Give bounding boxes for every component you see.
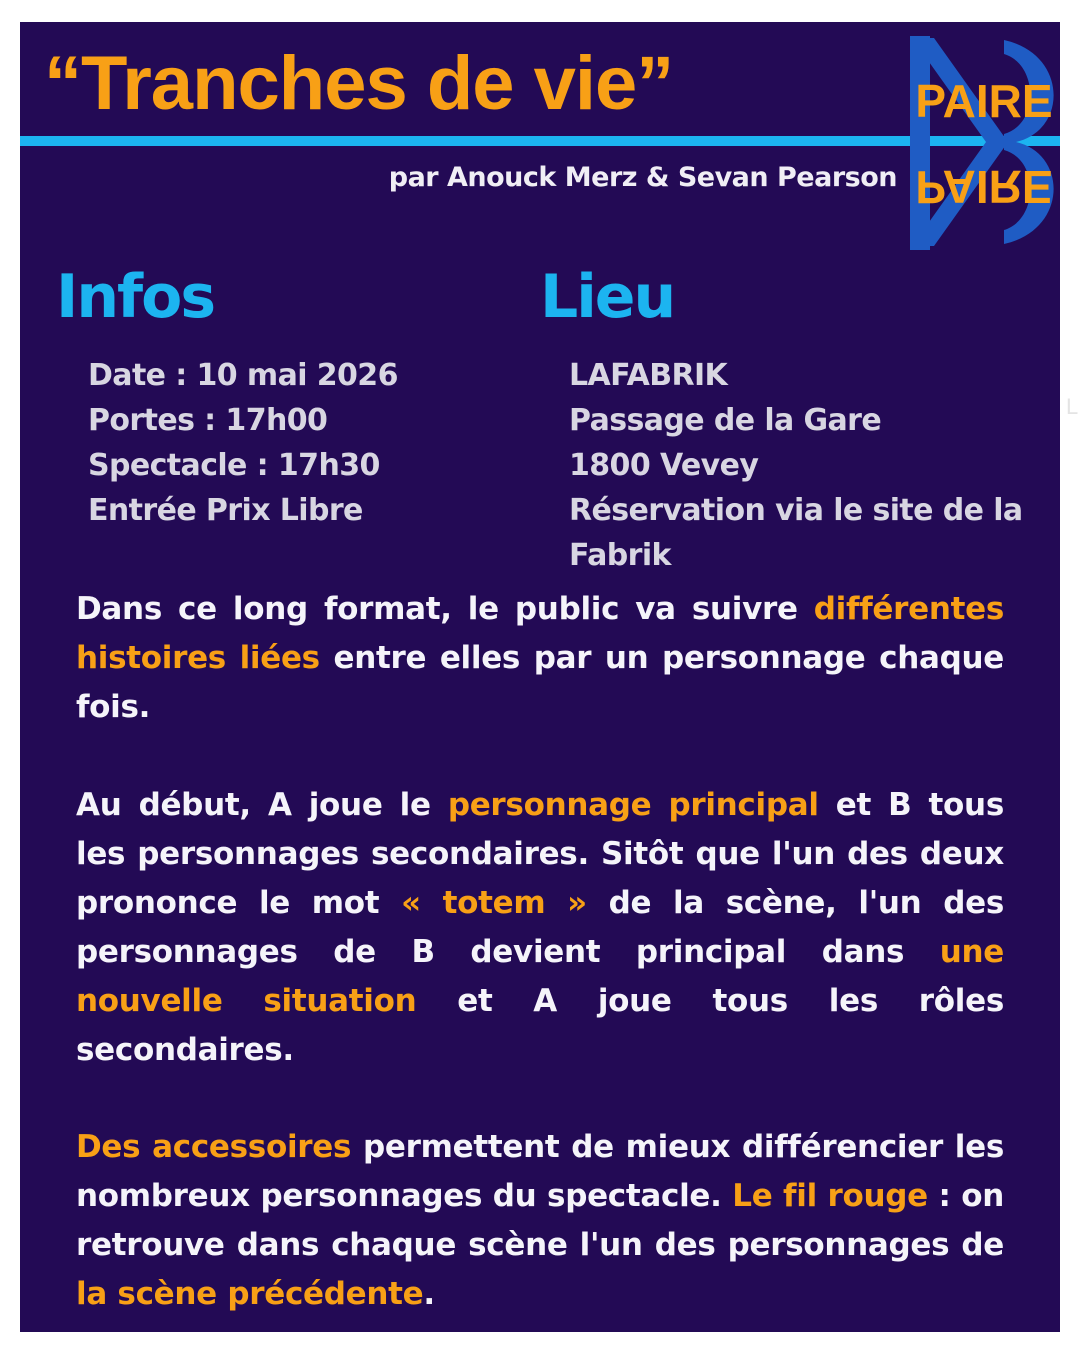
p2-text-end: et A joue tous les rôles secondaires.	[76, 983, 1004, 1068]
p3-text-mid-1: permettent de mieux différencier les nombreux personnages du spectacle.	[76, 1129, 1004, 1214]
event-poster	[20, 22, 1060, 1332]
logo-text-top: PAIRE	[915, 75, 1053, 127]
lieu-venue: LAFABRIK	[569, 358, 728, 393]
description-paragraph-2	[76, 781, 1004, 1075]
lieu-street: Passage de la Gare	[569, 403, 882, 438]
show-title: “Tranches de vie”	[44, 41, 674, 126]
info-date: Date : 10 mai 2026	[88, 358, 398, 393]
lieu-list	[569, 353, 1039, 578]
p1-highlight: différentes histoires liées	[76, 591, 1004, 676]
description-paragraph-1	[76, 585, 1004, 732]
p2-highlight-1: personnage principal	[447, 787, 819, 823]
infos-heading: Infos	[56, 262, 215, 332]
info-price: Entrée Prix Libre	[88, 493, 363, 528]
paire-logo-icon	[908, 34, 1060, 250]
paire-logo	[908, 34, 1060, 250]
lieu-reservation: Réservation via le site de la Fabrik	[569, 493, 1023, 573]
infos-list	[88, 353, 508, 533]
authors-byline: par Anouck Merz & Sevan Pearson	[388, 162, 897, 193]
p2-text-mid-2: de la scène, l'un des personnages de B devient principal dans	[76, 885, 1004, 970]
info-show-time: Spectacle : 17h30	[88, 448, 380, 483]
logo-text-mirrored: PAIRE	[915, 161, 1053, 213]
info-doors: Portes : 17h00	[88, 403, 328, 438]
p3-highlight-2: Le fil rouge	[732, 1178, 928, 1214]
p3-text-end: .	[423, 1276, 435, 1312]
p2-text: Au début, A joue le	[76, 787, 448, 823]
description-paragraph-3	[76, 1123, 1004, 1319]
p1-text: Dans ce long format, le public va suivre	[76, 591, 814, 627]
stray-letter: L	[1066, 394, 1079, 419]
p2-text-mid-1: et B tous les personnages secondaires. Sitôt que l'un des deux prononce le mot	[76, 787, 1004, 921]
p3-text-mid-2: : on retrouve dans chaque scène l'un des personnages de	[76, 1178, 1004, 1263]
p3-highlight-1: Des accessoires	[76, 1129, 352, 1165]
lieu-city: 1800 Vevey	[569, 448, 759, 483]
p3-highlight-3: la scène précédente	[76, 1276, 424, 1312]
lieu-heading: Lieu	[540, 262, 675, 332]
p2-highlight-2: « totem »	[401, 885, 587, 921]
p2-highlight-3: une nouvelle situation	[76, 934, 1004, 1019]
title-divider	[20, 136, 1060, 146]
p1-text-end: entre elles par un personnage chaque fois.	[76, 640, 1004, 725]
